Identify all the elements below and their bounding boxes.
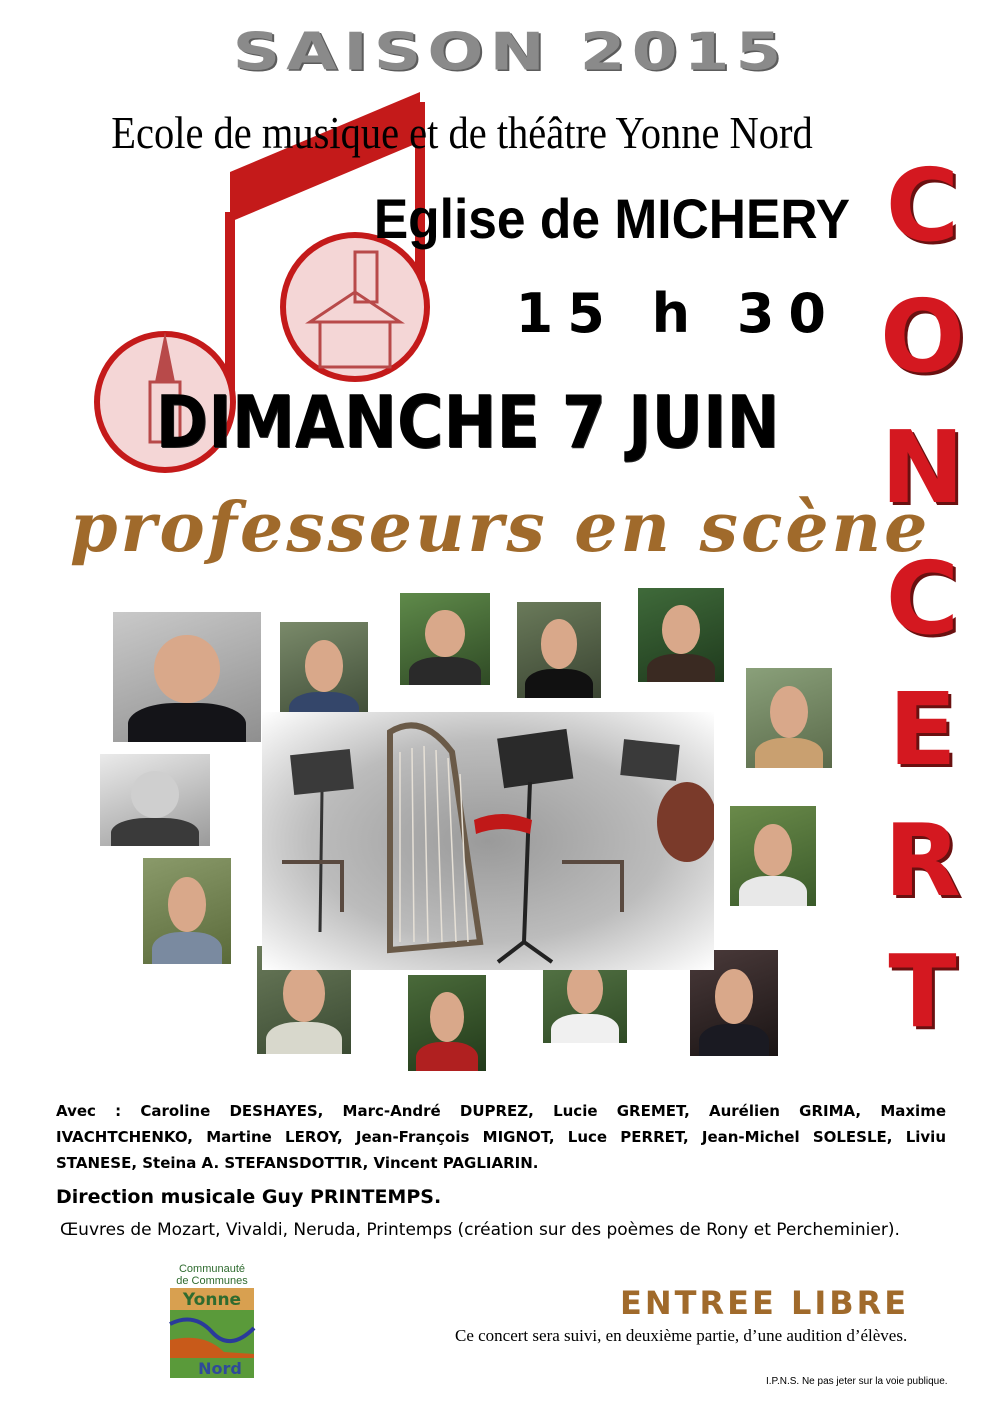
venue: Eglise de MICHERY	[373, 187, 850, 250]
season-title: SAISON 2015	[232, 22, 788, 83]
performer-photo	[730, 806, 816, 906]
performers-list: Avec : Caroline DESHAYES, Marc-André DUPREZ, Lucie GREMET, Aurélien GRIMA, Maxime IVACHTCHENKO, Martine LEROY, Jean-François MIGNOT, Luce PERRET, Jean-Michel SOLESLE, Liviu STANESE, Steina A. STEFANSDOTTIR, Vincent PAGLIARIN.	[56, 1102, 946, 1172]
ipns-notice: I.P.N.S. Ne pas jeter sur la voie publique.	[766, 1376, 948, 1387]
performer-photo	[638, 588, 724, 682]
performer-photo	[517, 602, 601, 698]
concert-time: 15 h 30	[515, 282, 840, 345]
logo-line-4: Nord	[198, 1359, 242, 1378]
performer-photo	[143, 858, 231, 964]
logo-line-3: Yonne	[182, 1290, 242, 1310]
concert-letter: C	[885, 540, 960, 657]
concert-vertical-banner	[855, 140, 990, 1070]
concert-letter: T	[888, 933, 957, 1050]
logo-line-1: Communauté	[178, 1263, 246, 1275]
communaute-logo	[164, 1262, 260, 1378]
harp-and-stands-illustration	[262, 712, 714, 970]
conductor-photo	[113, 612, 261, 742]
performer-photo	[280, 622, 368, 722]
performer-photo	[746, 668, 832, 768]
audition-note: Ce concert sera suivi, en deuxième partie, d’une audition d’élèves.	[455, 1326, 908, 1345]
logo-line-2: de Communes	[176, 1275, 248, 1287]
concert-letter: C	[885, 147, 960, 264]
performer-photo	[408, 975, 486, 1071]
concert-letter: R	[883, 802, 961, 919]
concert-letter: N	[880, 409, 965, 526]
performer-photo	[100, 754, 210, 846]
logo-graphic	[164, 1262, 260, 1378]
concert-subtitle: professeurs en scène	[70, 488, 931, 568]
concert-letter: O	[879, 278, 965, 395]
concert-letter: E	[888, 671, 957, 788]
free-entry: ENTREE LIBRE	[620, 1284, 910, 1322]
school-name: Ecole de musique et de théâtre Yonne Nord	[111, 107, 813, 158]
performer-photo	[400, 593, 490, 685]
works-list: Œuvres de Mozart, Vivaldi, Neruda, Printemps (création sur des poèmes de Rony et Percheminier).	[60, 1220, 900, 1240]
stage-instruments-photo	[262, 712, 714, 970]
concert-date: DIMANCHE 7 JUIN	[155, 380, 780, 464]
musical-direction: Direction musicale Guy PRINTEMPS.	[56, 1186, 442, 1208]
